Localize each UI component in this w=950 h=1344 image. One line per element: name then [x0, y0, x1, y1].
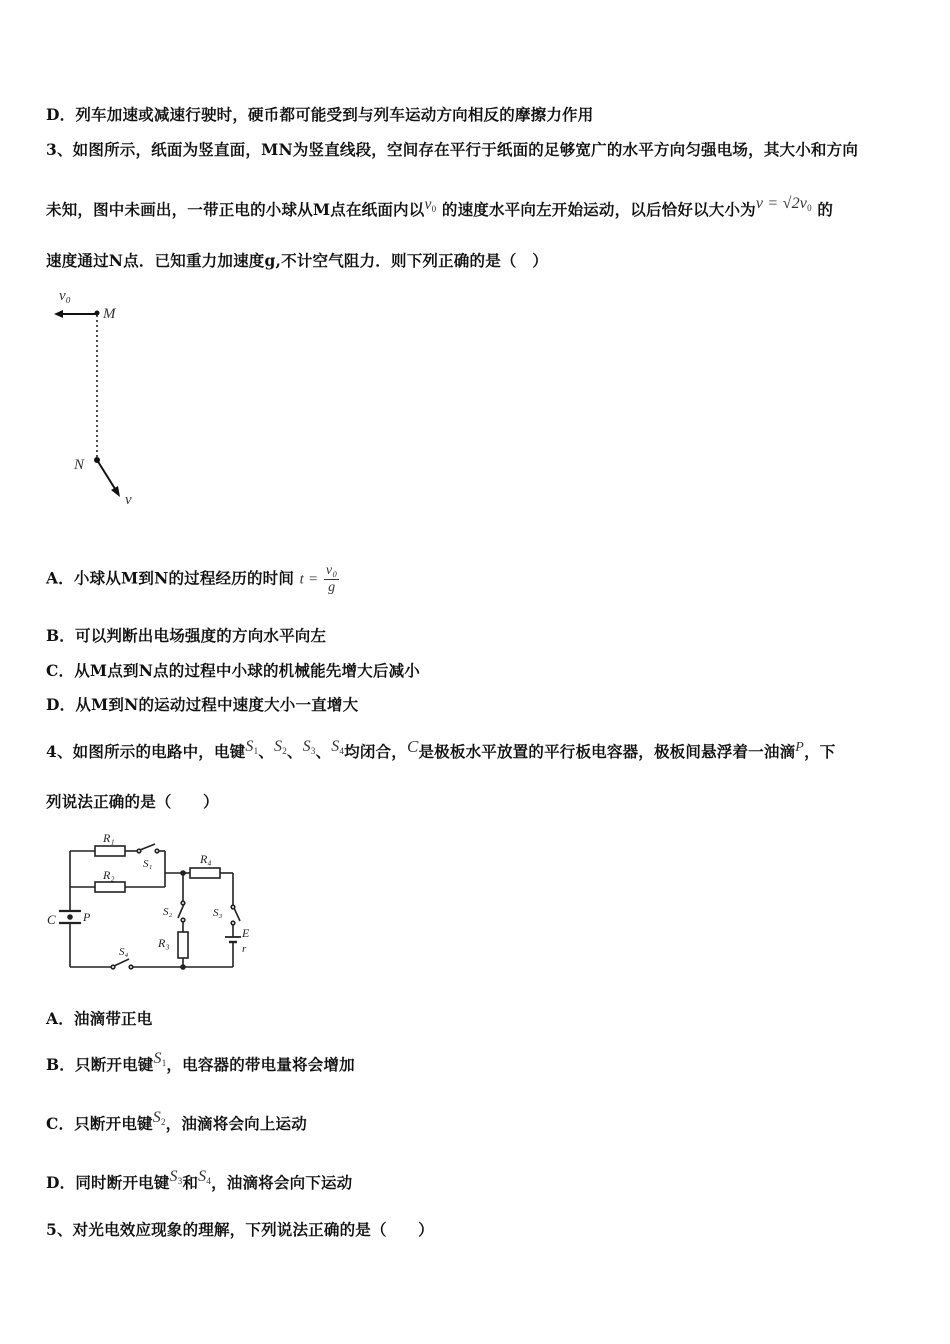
svg-text:R₄: R₄	[200, 852, 212, 866]
svg-text:R₁: R₁	[103, 831, 115, 845]
cap-label-p: P	[83, 910, 91, 924]
resistor-r3	[178, 932, 188, 958]
q4-option-c: C．只断开电键S2，油滴将会向上运动	[46, 1109, 307, 1133]
svg-text:r: r	[242, 943, 247, 955]
circuit-figure	[45, 827, 260, 975]
fig-point-m	[95, 311, 100, 316]
q3-option-a: A．小球从M到N的过程经历的时间 t = $\frac{\text{v₀}}{g}$	[46, 563, 338, 595]
cap-label-c: C	[47, 912, 56, 927]
q2-option-d: D．列车加速或减速行驶时，硬币都可能受到与列车运动方向相反的摩擦力作用	[46, 105, 594, 124]
svg-text:S₂: S₂	[163, 906, 173, 918]
fig-v-arrow	[97, 460, 117, 492]
q3-option-b: B．可以判断出电场强度的方向水平向左	[46, 626, 327, 645]
q4-option-a: A．油滴带正电	[46, 1009, 153, 1028]
q4-stem-line1: 4、如图所示的电路中，电键S1、S2、S3、S4均闭合，C是极板水平放置的平行板电容器，极板间悬浮着一油滴P，下	[46, 737, 836, 761]
q5-stem: 5、对光电效应现象的理解，下列说法正确的是（ ）	[46, 1220, 434, 1239]
resistor-r2	[95, 882, 125, 892]
q4-option-b: B．只断开电键S1，电容器的带电量将会增加	[46, 1050, 355, 1074]
switch-s3	[234, 908, 240, 921]
q3-stem-line1: 3、如图所示，纸面为竖直面，MN为竖直线段，空间存在平行于纸面的足够宽广的水平方向匀强电场，其大小和方向	[46, 140, 859, 159]
motion-figure	[45, 280, 155, 512]
fig-n-label: N	[74, 457, 85, 473]
q4-stem-line2: 列说法正确的是（ ）	[46, 792, 219, 811]
resistor-r4	[190, 868, 220, 878]
q3-option-d: D．从M到N的运动过程中速度大小一直增大	[46, 695, 359, 714]
switch-s2	[178, 904, 184, 918]
fig-m-label: M	[103, 306, 116, 322]
q3-stem-line3: 速度通过N点．已知重力加速度g,不计空气阻力．则下列正确的是（ ）	[46, 251, 549, 270]
q3-option-c: C．从M点到N点的过程中小球的机械能先增大后减小	[46, 661, 420, 680]
switch-s4	[114, 959, 129, 966]
q3-stem-line2: 未知，图中未画出，一带正电的小球从M点在纸面内以v0 的速度水平向左开始运动，以后恰好以大小为v = √2v0 的	[46, 195, 834, 219]
switch-s1	[140, 844, 155, 850]
fig-v0-label: v₀	[59, 288, 71, 304]
q4-option-d: D．同时断开电键S3和S4，油滴将会向下运动	[46, 1168, 353, 1192]
svg-text:R₂: R₂	[103, 868, 115, 882]
svg-text:S₃: S₃	[213, 907, 223, 919]
resistor-r1	[95, 846, 125, 856]
oil-drop	[68, 915, 72, 919]
svg-text:R₃: R₃	[158, 936, 170, 950]
time-fraction: $\frac{\text{v₀}}{g}$	[325, 563, 338, 595]
fig-v-arrowhead	[111, 486, 120, 497]
svg-text:S₄: S₄	[119, 946, 129, 958]
svg-text:E: E	[242, 926, 250, 940]
svg-text:S₁: S₁	[143, 858, 153, 870]
fig-v0-arrowhead	[54, 310, 63, 318]
fig-v-label: v	[125, 492, 132, 508]
